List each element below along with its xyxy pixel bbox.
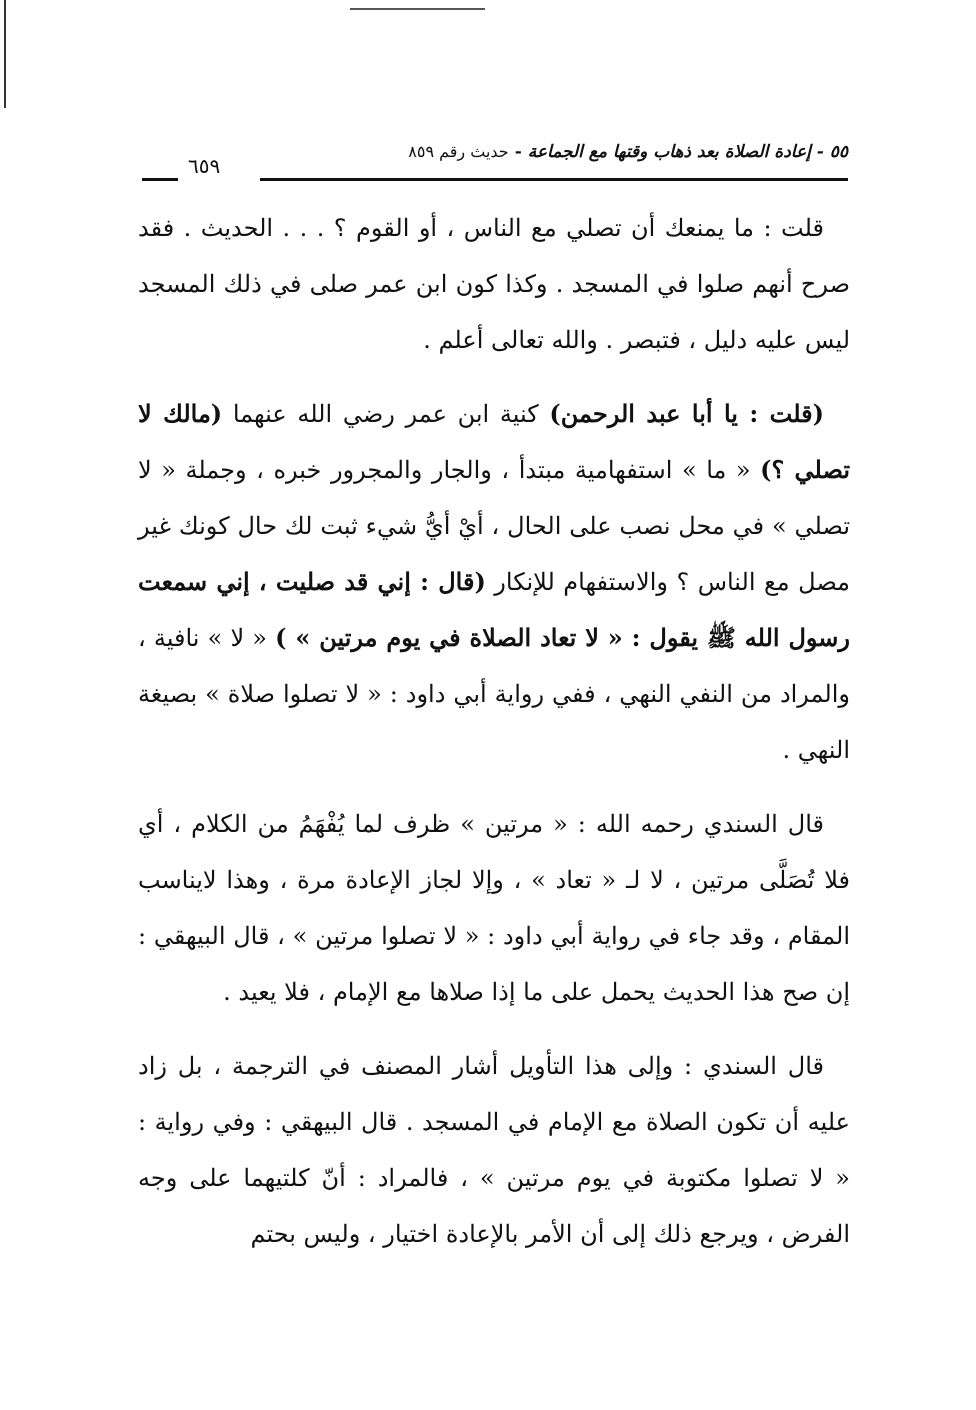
chapter-title: ٥٥ - إعادة الصلاة بعد ذهاب وقتها مع الجماعة xyxy=(527,142,848,162)
paragraph-2 xyxy=(138,386,850,778)
paragraph-1-text: قلت : ما يمنعك أن تصلي مع الناس ، أو القوم ؟ . . . الحديث . فقد صرح أنهم صلوا في المسجد . وكذا كون ابن عمر صلى في ذلك المسجد ليس عليه دليل ، فتبصر . والله تعالى أعلم . xyxy=(138,214,850,354)
paragraph-2-text-c: « لا » نافية ، والمراد من النفي النهي ، ففي رواية أبي داود : « لا تصلوا صلاة » بصيغة النهي . xyxy=(138,624,850,764)
hadith-number: حديث رقم ٨٥٩ xyxy=(408,142,509,161)
paragraph-1 xyxy=(138,200,850,368)
page-number: ٦٥٩ xyxy=(188,154,221,178)
paragraph-4-text: قال السندي : وإلى هذا التأويل أشار المصنف في الترجمة ، بل زاد عليه أن تكون الصلاة مع الإمام في المسجد . قال البيهقي : وفي رواية : « لا تصلوا مكتوبة في يوم مرتين » ، فالمراد : أنّ كلتيهما على وجه الفرض ، ويرجع ذلك إلى أن الأمر بالإعادة اختيار ، وليس بحتم xyxy=(138,1052,850,1248)
paragraph-2-text-a: كنية ابن عمر رضي الله عنهما xyxy=(222,400,550,428)
paragraph-4 xyxy=(138,1038,850,1262)
quote-qultu-ya-aba-abd-al-rahman: (قلت : يا أبا عبد الرحمن) xyxy=(549,399,824,428)
scan-edge-mark-left xyxy=(4,0,6,108)
page-header xyxy=(140,140,848,184)
paragraph-3 xyxy=(138,796,850,1020)
quote-malaka-la-tusalli: (مالك لا تصلي ؟) xyxy=(138,399,850,484)
page-body xyxy=(138,200,850,1280)
title-separator: - xyxy=(514,142,522,162)
header-rule xyxy=(260,178,848,181)
paragraph-3-text: قال السندي رحمه الله : « مرتين » ظرف لما يُفْهَمُ من الكلام ، أي فلا تُصَلَّى مرتين ، لا لـ « تعاد » ، وإلا لجاز الإعادة مرة ، وهذا لايناسب المقام ، وقد جاء في رواية أبي داود : « لا تصلوا مرتين » ، قال البيهقي : إن صح هذا الحديث يحمل على ما إذا صلاها مع الإمام ، فلا يعيد . xyxy=(138,810,850,1006)
paragraph-2-text-b: « ما » استفهامية مبتدأ ، والجار والمجرور خبره ، وجملة « لا تصلي » في محل نصب على الحال ، أيْ أيُّ شيء ثبت لك حال كونك غير مصل مع الناس ؟ والاستفهام للإنكار xyxy=(138,456,850,596)
page-number-dash xyxy=(142,178,178,181)
scan-edge-mark-top xyxy=(350,8,485,10)
running-title xyxy=(408,142,848,162)
quote-qala-inni-qad-sallaytu: (قال : إني قد صليت ، إني سمعت رسول الله ﷺ يقول : « لا تعاد الصلاة في يوم مرتين » ) xyxy=(138,567,850,652)
